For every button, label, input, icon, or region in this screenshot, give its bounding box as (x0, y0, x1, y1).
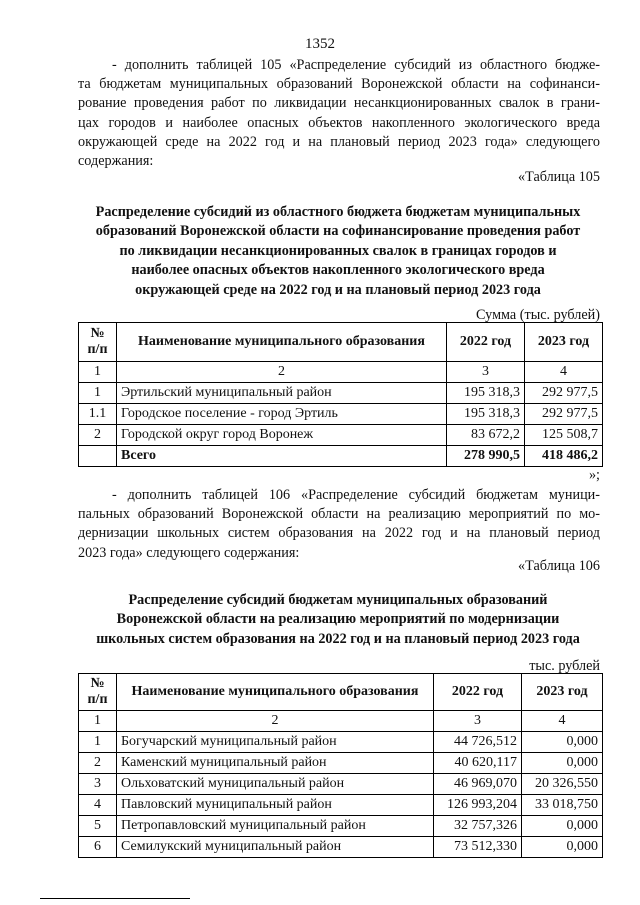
cell: 20 326,550 (522, 774, 603, 795)
table-106-unit: тыс. рублей (529, 658, 600, 674)
cell: 1 (79, 711, 117, 732)
cell: 3 (79, 774, 117, 795)
total-2023: 418 486,2 (525, 446, 603, 467)
cell: 1.1 (79, 404, 117, 425)
header-num: № п/п (79, 674, 117, 711)
cell: 46 969,070 (434, 774, 522, 795)
intro-line: та бюджетам муниципальных образований Воронежской области на софинанси- (78, 76, 600, 93)
header-2022: 2022 год (447, 323, 525, 362)
cell (79, 446, 117, 467)
title-line: школьных систем образования на 2022 год и на плановый период 2023 года (96, 630, 580, 647)
intro-line: 2023 года» следующего содержания: (78, 544, 300, 561)
cell: 6 (79, 837, 117, 858)
cell: Богучарский муниципальный район (117, 732, 434, 753)
intro-line: содержания: (78, 153, 154, 170)
table-row (79, 732, 603, 753)
cell: 125 508,7 (525, 425, 603, 446)
header-2023: 2023 год (525, 323, 603, 362)
cell: 40 620,117 (434, 753, 522, 774)
cell: 0,000 (522, 732, 603, 753)
cell: 4 (79, 795, 117, 816)
title-line: Распределение субсидий бюджетам муниципальных образований (128, 592, 548, 608)
cell: 5 (79, 816, 117, 837)
cell: 2 (117, 362, 447, 383)
table-106 (78, 673, 603, 858)
table-row (79, 795, 603, 816)
title-line: Воронежской области на реализацию мероприятий по модернизации (116, 611, 560, 628)
cell: 3 (447, 362, 525, 383)
cell: 83 672,2 (447, 425, 525, 446)
cell: Каменский муниципальный район (117, 753, 434, 774)
cell: 44 726,512 (434, 732, 522, 753)
cell: 4 (522, 711, 603, 732)
cell: 2 (79, 425, 117, 446)
intro-line: пальных образований Воронежской области на реализацию мероприятий по мо- (78, 506, 600, 523)
page-number: 1352 (305, 36, 335, 52)
intro-line: окружающей среде на 2022 год и на плановый период 2023 года» следующего (78, 133, 600, 150)
cell: 0,000 (522, 753, 603, 774)
cell: 2 (79, 753, 117, 774)
closing-quote: »; (588, 467, 600, 483)
table-106-title (70, 591, 606, 649)
cell: 292 977,5 (525, 404, 603, 425)
cell: Петропавловский муниципальный район (117, 816, 434, 837)
table-106-label: «Таблица 106 (518, 558, 600, 574)
cell: 1 (79, 383, 117, 404)
table-105-title (70, 203, 606, 300)
header-num: № п/п (79, 323, 117, 362)
header-name: Наименование муниципального образования (117, 323, 447, 362)
cell: Городской округ город Воронеж (117, 425, 447, 446)
intro-line: рование проведения работ по ликвидации несанкционированных свалок в грани- (78, 95, 600, 112)
table-row (79, 816, 603, 837)
cell: Эртильский муниципальный район (117, 383, 447, 404)
cell: Городское поселение - город Эртиль (117, 404, 447, 425)
cell: 195 318,3 (447, 404, 525, 425)
table-header-row (79, 674, 603, 711)
total-2022: 278 990,5 (447, 446, 525, 467)
total-label: Всего (117, 446, 447, 467)
table-row (79, 774, 603, 795)
header-name: Наименование муниципального образования (117, 674, 434, 711)
table-105-unit: Сумма (тыс. рублей) (476, 307, 600, 323)
intro-line: дернизации школьных систем образования на 2022 год и на плановый период (78, 525, 600, 542)
intro-line: - дополнить таблицей 105 «Распределение субсидий из областного бюдже- (112, 57, 600, 73)
cell: 4 (525, 362, 603, 383)
table-105-label: «Таблица 105 (518, 169, 600, 185)
cell: Семилукский муниципальный район (117, 837, 434, 858)
table-total-row (79, 446, 603, 467)
title-line: образований Воронежской области на софинансирование проведения работ (95, 223, 581, 240)
footnote-divider (40, 898, 190, 899)
table-row (79, 753, 603, 774)
cell: 292 977,5 (525, 383, 603, 404)
title-line: наиболее опасных объектов накопленного экологического вреда (131, 262, 545, 279)
cell: 3 (434, 711, 522, 732)
header-2023: 2023 год (522, 674, 603, 711)
cell: 1 (79, 732, 117, 753)
cell: 195 318,3 (447, 383, 525, 404)
table-header-row (79, 323, 603, 362)
table-numbering-row (79, 711, 603, 732)
table-row (79, 425, 603, 446)
intro-line: - дополнить таблицей 106 «Распределение субсидий бюджетам муници- (112, 487, 600, 503)
cell: 1 (79, 362, 117, 383)
title-line: по ликвидации несанкционированных свалок в границах городов и (119, 242, 557, 259)
cell: 2 (117, 711, 434, 732)
cell: 32 757,326 (434, 816, 522, 837)
table-numbering-row (79, 362, 603, 383)
intro-paragraph-106 (78, 486, 600, 563)
intro-line: цах городов и наиболее опасных объектов накопленного экологического вреда (78, 114, 600, 131)
table-105 (78, 322, 603, 467)
table-row (79, 837, 603, 858)
intro-paragraph-105 (78, 56, 600, 171)
cell: Павловский муниципальный район (117, 795, 434, 816)
table-row (79, 383, 603, 404)
cell: 0,000 (522, 816, 603, 837)
header-2022: 2022 год (434, 674, 522, 711)
title-line: Распределение субсидий из областного бюджета бюджетам муниципальных (95, 204, 581, 220)
cell: 126 993,204 (434, 795, 522, 816)
title-line: окружающей среде на 2022 год и на плановый период 2023 года (135, 281, 541, 298)
cell: 33 018,750 (522, 795, 603, 816)
cell: 0,000 (522, 837, 603, 858)
cell: 73 512,330 (434, 837, 522, 858)
table-row (79, 404, 603, 425)
cell: Ольховатский муниципальный район (117, 774, 434, 795)
